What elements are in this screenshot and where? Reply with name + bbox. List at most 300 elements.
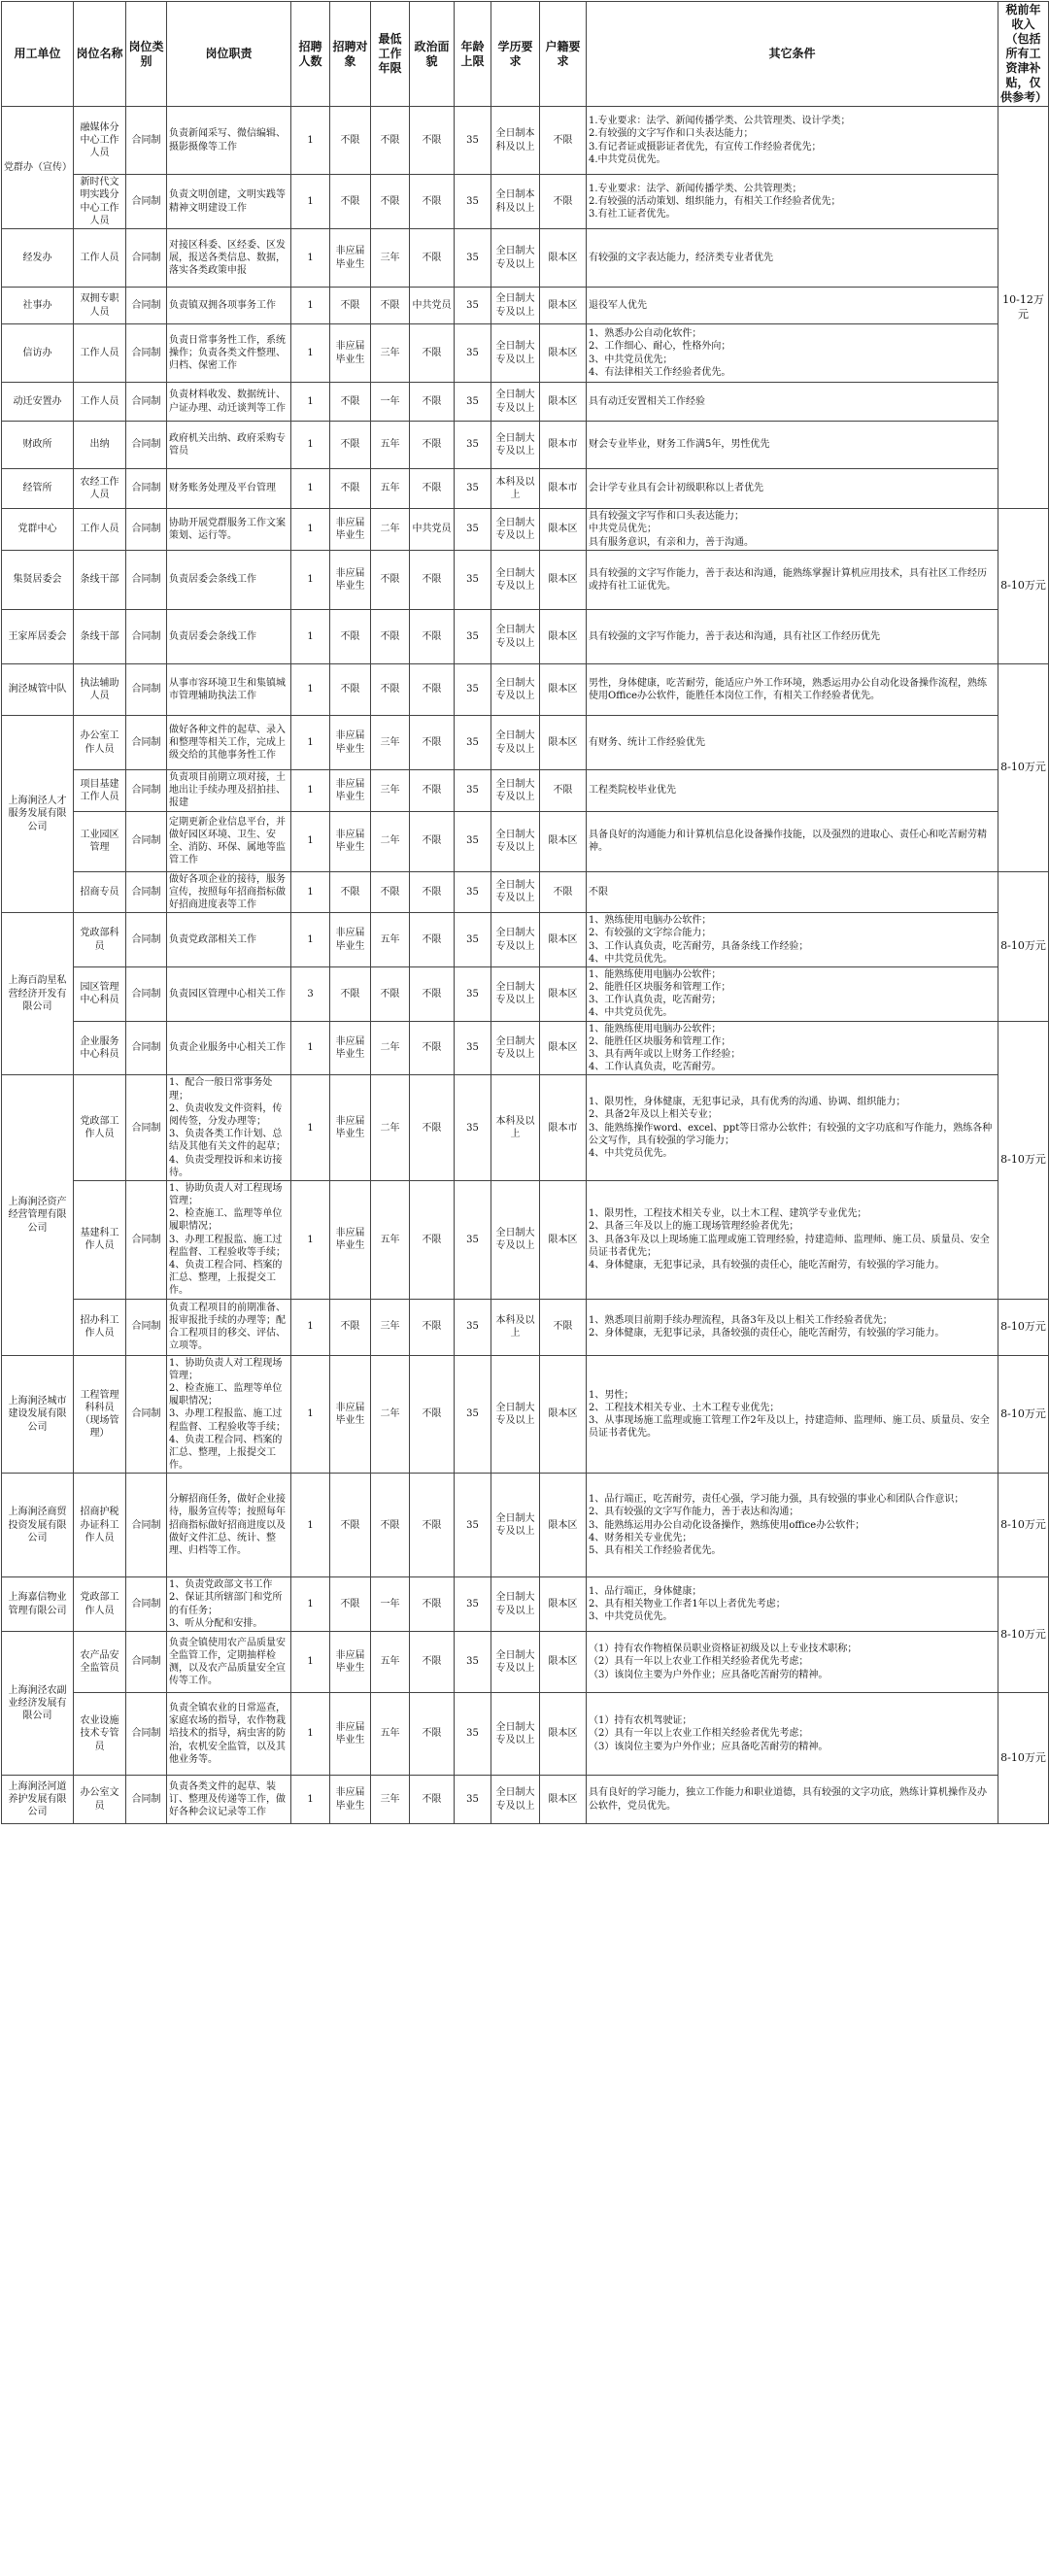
table-row (2, 1355, 1049, 1474)
position-type-cell: 合同制 (126, 1776, 167, 1824)
political-status-cell: 不限 (410, 422, 455, 469)
position-name-cell: 办公室文员 (74, 1776, 126, 1824)
target-cell: 不限 (330, 1577, 371, 1632)
other-conditions-cell: 男性，身体健康，吃苦耐劳，能适应户外工作环境，熟悉运用办公自动化设备操作流程，熟练使用Office办公软件，能胜任本岗位工作，有相关工作经验者优先。 (587, 664, 998, 716)
header-cell: 招聘人数 (291, 2, 330, 107)
table-row (2, 913, 1049, 967)
min-years-cell: 三年 (371, 770, 410, 812)
table-row (2, 1632, 1049, 1693)
education-cell: 全日制大专及以上 (491, 1021, 540, 1075)
other-conditions-cell: 有较强的文字表达能力，经济类专业者优先 (587, 229, 998, 288)
position-name-cell: 工作人员 (74, 509, 126, 551)
target-cell: 非应届毕业生 (330, 1776, 371, 1824)
headcount-cell: 1 (291, 1021, 330, 1075)
table-row (2, 1021, 1049, 1075)
position-name-cell: 项目基建工作人员 (74, 770, 126, 812)
position-type-cell: 合同制 (126, 551, 167, 610)
position-type-cell: 合同制 (126, 811, 167, 871)
other-conditions-cell: 1、熟悉项目前期手续办理流程，具备3年及以上相关工作经验者优先； 2、身体健康，无犯事记录，具备较强的责任心，能吃苦耐劳，有较强的学习能力。 (587, 1299, 998, 1355)
header-cell: 税前年收入（包括所有工资津补贴，仅供参考） (998, 2, 1049, 107)
header-row (2, 2, 1049, 107)
age-limit-cell: 35 (455, 383, 491, 422)
target-cell: 非应届毕业生 (330, 1021, 371, 1075)
headcount-cell: 1 (291, 871, 330, 913)
residency-cell: 限本区 (540, 324, 587, 383)
header-cell: 岗位职责 (167, 2, 291, 107)
min-years-cell: 一年 (371, 1577, 410, 1632)
duties-cell: 负责党政部相关工作 (167, 913, 291, 967)
duties-cell: 分解招商任务，做好企业接待，服务宣传等；按照每年招商指标做好招商进度以及做好文件汇总、统计、整理、归档等工作。 (167, 1474, 291, 1577)
age-limit-cell: 35 (455, 1075, 491, 1181)
political-status-cell: 不限 (410, 664, 455, 716)
headcount-cell: 1 (291, 610, 330, 664)
age-limit-cell: 35 (455, 1776, 491, 1824)
other-conditions-cell: 不限 (587, 871, 998, 913)
min-years-cell: 三年 (371, 324, 410, 383)
position-name-cell: 企业服务中心科员 (74, 1021, 126, 1075)
min-years-cell: 不限 (371, 664, 410, 716)
position-name-cell: 园区管理中心科员 (74, 966, 126, 1021)
position-name-cell: 招办科工作人员 (74, 1299, 126, 1355)
position-type-cell: 合同制 (126, 871, 167, 913)
unit-cell: 信访办 (2, 324, 74, 383)
age-limit-cell: 35 (455, 1021, 491, 1075)
position-name-cell: 办公室工作人员 (74, 716, 126, 770)
duties-cell: 1、协助负责人对工程现场管理； 2、检查施工、监理等单位履职情况； 3、办理工程报监、施工过程监督、工程验收等手续； 4、负责工程合同、档案的汇总、整理，上报提交工作。 (167, 1180, 291, 1299)
age-limit-cell: 35 (455, 324, 491, 383)
position-name-cell: 双拥专职人员 (74, 288, 126, 324)
table-row (2, 1577, 1049, 1632)
education-cell: 全日制本科及以上 (491, 107, 540, 175)
political-status-cell: 中共党员 (410, 509, 455, 551)
table-row (2, 1075, 1049, 1181)
unit-cell: 上海嘉信物业管理有限公司 (2, 1577, 74, 1632)
position-type-cell: 合同制 (126, 1577, 167, 1632)
duties-cell: 负责居委会条线工作 (167, 610, 291, 664)
political-status-cell: 不限 (410, 913, 455, 967)
table-row (2, 610, 1049, 664)
target-cell: 不限 (330, 664, 371, 716)
target-cell: 不限 (330, 383, 371, 422)
min-years-cell: 不限 (371, 107, 410, 175)
other-conditions-cell: 具有较强的文字写作能力，善于表达和沟通，具有社区工作经历优先 (587, 610, 998, 664)
table-row (2, 1299, 1049, 1355)
unit-cell: 经管所 (2, 469, 74, 509)
unit-cell: 社事办 (2, 288, 74, 324)
headcount-cell: 1 (291, 1577, 330, 1632)
position-name-cell: 党政部科员 (74, 913, 126, 967)
table-row (2, 229, 1049, 288)
political-status-cell: 不限 (410, 966, 455, 1021)
residency-cell: 不限 (540, 1299, 587, 1355)
min-years-cell: 五年 (371, 913, 410, 967)
position-name-cell: 农产品安全监管员 (74, 1632, 126, 1693)
residency-cell: 限本市 (540, 422, 587, 469)
other-conditions-cell: 具有动迁安置相关工作经验 (587, 383, 998, 422)
salary-cell: 8-10万元 (998, 871, 1049, 1021)
position-type-cell: 合同制 (126, 1474, 167, 1577)
education-cell: 本科及以上 (491, 1075, 540, 1181)
residency-cell: 不限 (540, 770, 587, 812)
residency-cell: 限本区 (540, 229, 587, 288)
target-cell: 非应届毕业生 (330, 913, 371, 967)
residency-cell: 限本区 (540, 1474, 587, 1577)
duties-cell: 政府机关出纳、政府采购专管员 (167, 422, 291, 469)
position-type-cell: 合同制 (126, 1693, 167, 1776)
residency-cell: 限本市 (540, 469, 587, 509)
age-limit-cell: 35 (455, 664, 491, 716)
duties-cell: 负责新闻采写、微信编辑、摄影摄像等工作 (167, 107, 291, 175)
political-status-cell: 不限 (410, 1474, 455, 1577)
residency-cell: 限本区 (540, 1577, 587, 1632)
other-conditions-cell: 1、限男性，工程技术相关专业，以土木工程、建筑学专业优先； 2、具备三年及以上的施工现场管理经验者优先； 3、具备3年及以上现场施工监理或施工管理经验，持建造师、监理师、施工员、质量员、安全员证书者优先； 4、身体健康，无犯事记录，具有较强的责任心，能吃苦耐劳，有较强的学习能力。 (587, 1180, 998, 1299)
other-conditions-cell: （1）持有农作物植保员职业资格证初级及以上专业技术职称； （2）具有一年以上农业工作相关经验者优先考虑； （3）该岗位主要为户外作业；应具备吃苦耐劳的精神。 (587, 1632, 998, 1693)
duties-cell: 做好各项企业的接待，服务宣传，按照每年招商指标做好招商进度表等工作 (167, 871, 291, 913)
min-years-cell: 不限 (371, 871, 410, 913)
table-row (2, 1693, 1049, 1776)
min-years-cell: 五年 (371, 1632, 410, 1693)
min-years-cell: 二年 (371, 1355, 410, 1474)
target-cell: 非应届毕业生 (330, 1632, 371, 1693)
position-type-cell: 合同制 (126, 509, 167, 551)
unit-cell: 上海涧泾资产经营管理有限公司 (2, 1075, 74, 1355)
other-conditions-cell: 1、限男性，身体健康，无犯事记录，具有优秀的沟通、协调、组织能力； 2、具备2年及以上相关专业； 3、能熟练操作word、excel、ppt等日常办公软件；有较强的文字功底和写作能力，熟练各种公文写作，具有较强的学习能力； 4、中共党员优先。 (587, 1075, 998, 1181)
headcount-cell: 1 (291, 913, 330, 967)
headcount-cell: 1 (291, 422, 330, 469)
salary-cell: 8-10万元 (998, 1474, 1049, 1577)
political-status-cell: 不限 (410, 1632, 455, 1693)
age-limit-cell: 35 (455, 1693, 491, 1776)
unit-cell: 上海百韵星私营经济开发有限公司 (2, 913, 74, 1075)
age-limit-cell: 35 (455, 175, 491, 229)
target-cell: 不限 (330, 1299, 371, 1355)
position-name-cell: 工程管理科科员（现场管理） (74, 1355, 126, 1474)
position-name-cell: 工业园区管理 (74, 811, 126, 871)
min-years-cell: 不限 (371, 610, 410, 664)
min-years-cell: 三年 (371, 1776, 410, 1824)
table-row (2, 551, 1049, 610)
unit-cell: 经发办 (2, 229, 74, 288)
table-row (2, 664, 1049, 716)
header-cell: 年龄上限 (455, 2, 491, 107)
headcount-cell: 1 (291, 664, 330, 716)
other-conditions-cell: 1、熟练使用电脑办公软件； 2、有较强的文字综合能力； 3、工作认真负责，吃苦耐劳，具备条线工作经验； 4、中共党员优先。 (587, 913, 998, 967)
headcount-cell: 1 (291, 1075, 330, 1181)
political-status-cell: 不限 (410, 1776, 455, 1824)
education-cell: 全日制大专及以上 (491, 383, 540, 422)
table-row (2, 324, 1049, 383)
headcount-cell: 1 (291, 551, 330, 610)
headcount-cell: 1 (291, 770, 330, 812)
target-cell: 非应届毕业生 (330, 1075, 371, 1181)
min-years-cell: 二年 (371, 509, 410, 551)
headcount-cell: 1 (291, 175, 330, 229)
duties-cell: 对接区科委、区经委、区发展，报送各类信息、数据，落实各类政策申报 (167, 229, 291, 288)
target-cell: 非应届毕业生 (330, 509, 371, 551)
table-row (2, 966, 1049, 1021)
headcount-cell: 1 (291, 1355, 330, 1474)
education-cell: 本科及以上 (491, 1299, 540, 1355)
education-cell: 全日制大专及以上 (491, 1355, 540, 1474)
position-name-cell: 基建科工作人员 (74, 1180, 126, 1299)
unit-cell: 上海涧泾人才服务发展有限公司 (2, 716, 74, 913)
min-years-cell: 五年 (371, 1693, 410, 1776)
position-type-cell: 合同制 (126, 469, 167, 509)
target-cell: 非应届毕业生 (330, 324, 371, 383)
position-type-cell: 合同制 (126, 175, 167, 229)
residency-cell: 限本区 (540, 966, 587, 1021)
other-conditions-cell: 1、熟悉办公自动化软件； 2、工作细心、耐心，性格外向； 3、中共党员优先； 4、有法律相关工作经验者优先。 (587, 324, 998, 383)
position-name-cell: 党政部工作人员 (74, 1075, 126, 1181)
headcount-cell: 1 (291, 229, 330, 288)
headcount-cell: 1 (291, 509, 330, 551)
header-cell: 政治面貌 (410, 2, 455, 107)
table-row (2, 1474, 1049, 1577)
target-cell: 非应届毕业生 (330, 1180, 371, 1299)
position-type-cell: 合同制 (126, 610, 167, 664)
headcount-cell: 3 (291, 966, 330, 1021)
table-row (2, 288, 1049, 324)
header-cell: 岗位类别 (126, 2, 167, 107)
target-cell: 不限 (330, 288, 371, 324)
unit-cell: 上海涧泾农副业经济发展有限公司 (2, 1632, 74, 1776)
target-cell: 不限 (330, 1474, 371, 1577)
position-name-cell: 新时代文明实践分中心工作人员 (74, 175, 126, 229)
salary-cell: 8-10万元 (998, 1299, 1049, 1355)
residency-cell: 限本区 (540, 1693, 587, 1776)
table-row (2, 811, 1049, 871)
unit-cell: 党群中心 (2, 509, 74, 551)
age-limit-cell: 35 (455, 716, 491, 770)
duties-cell: 负责镇双拥各项事务工作 (167, 288, 291, 324)
education-cell: 全日制大专及以上 (491, 716, 540, 770)
residency-cell: 限本区 (540, 913, 587, 967)
education-cell: 全日制大专及以上 (491, 1474, 540, 1577)
position-name-cell: 党政部工作人员 (74, 1577, 126, 1632)
political-status-cell: 不限 (410, 610, 455, 664)
age-limit-cell: 35 (455, 509, 491, 551)
education-cell: 全日制大专及以上 (491, 422, 540, 469)
position-type-cell: 合同制 (126, 1180, 167, 1299)
residency-cell: 限本区 (540, 1180, 587, 1299)
target-cell: 不限 (330, 966, 371, 1021)
other-conditions-cell: 1、品行端正，吃苦耐劳，责任心强，学习能力强，具有较强的事业心和团队合作意识； 2、具有较强的文字写作能力，善于表达和沟通； 3、能熟练运用办公自动化设备操作，熟练使用office办公软件； 4、财务相关专业优先； 5、具有相关工作经验者优先。 (587, 1474, 998, 1577)
min-years-cell: 一年 (371, 383, 410, 422)
target-cell: 不限 (330, 469, 371, 509)
position-name-cell: 出纳 (74, 422, 126, 469)
min-years-cell: 二年 (371, 1075, 410, 1181)
residency-cell: 不限 (540, 175, 587, 229)
table-row (2, 422, 1049, 469)
headcount-cell: 1 (291, 1632, 330, 1693)
education-cell: 全日制大专及以上 (491, 1632, 540, 1693)
unit-cell: 上海涧泾河道养护发展有限公司 (2, 1776, 74, 1824)
table-row (2, 1180, 1049, 1299)
other-conditions-cell: 1、能熟练使用电脑办公软件； 2、能胜任区块服务和管理工作； 3、工作认真负责，吃苦耐劳； 4、中共党员优先。 (587, 966, 998, 1021)
position-type-cell: 合同制 (126, 324, 167, 383)
duties-cell: 负责材料收发、数据统计、户证办理、动迁谈判等工作 (167, 383, 291, 422)
age-limit-cell: 35 (455, 422, 491, 469)
residency-cell: 限本区 (540, 383, 587, 422)
education-cell: 全日制大专及以上 (491, 229, 540, 288)
salary-cell: 8-10万元 (998, 509, 1049, 664)
position-type-cell: 合同制 (126, 770, 167, 812)
residency-cell: 限本区 (540, 664, 587, 716)
position-type-cell: 合同制 (126, 229, 167, 288)
residency-cell: 限本区 (540, 1355, 587, 1474)
residency-cell: 限本区 (540, 1776, 587, 1824)
residency-cell: 不限 (540, 871, 587, 913)
table-row (2, 509, 1049, 551)
other-conditions-cell: 具有较强文字写作和口头表达能力； 中共党员优先； 具有服务意识，有亲和力，善于沟通。 (587, 509, 998, 551)
age-limit-cell: 35 (455, 610, 491, 664)
other-conditions-cell: 有财务、统计工作经验优先 (587, 716, 998, 770)
salary-cell: 8-10万元 (998, 664, 1049, 872)
duties-cell: 负责企业服务中心相关工作 (167, 1021, 291, 1075)
age-limit-cell: 35 (455, 1355, 491, 1474)
age-limit-cell: 35 (455, 1474, 491, 1577)
other-conditions-cell: 1、男性； 2、工程技术相关专业、土木工程专业优先； 3、从事现场施工监理或施工管理工作2年及以上，持建造师、监理师、施工员、质量员、安全员证书者优先。 (587, 1355, 998, 1474)
education-cell: 本科及以上 (491, 469, 540, 509)
min-years-cell: 五年 (371, 1180, 410, 1299)
target-cell: 非应届毕业生 (330, 1693, 371, 1776)
other-conditions-cell: 工程类院校毕业优先 (587, 770, 998, 812)
position-name-cell: 工作人员 (74, 324, 126, 383)
position-type-cell: 合同制 (126, 1299, 167, 1355)
political-status-cell: 不限 (410, 551, 455, 610)
position-name-cell: 招商专员 (74, 871, 126, 913)
residency-cell: 限本区 (540, 551, 587, 610)
min-years-cell: 五年 (371, 469, 410, 509)
other-conditions-cell: 具有较强的文字写作能力，善于表达和沟通，能熟练掌握计算机应用技术，具有社区工作经历或持有社工证优先。 (587, 551, 998, 610)
duties-cell: 协助开展党群服务工作文案策划、运行等。 (167, 509, 291, 551)
residency-cell: 限本区 (540, 610, 587, 664)
unit-cell: 上海涧泾城市建设发展有限公司 (2, 1355, 74, 1474)
position-name-cell: 招商护税办证科工作人员 (74, 1474, 126, 1577)
other-conditions-cell: 会计学专业具有会计初级职称以上者优先 (587, 469, 998, 509)
table-row (2, 383, 1049, 422)
residency-cell: 限本区 (540, 1632, 587, 1693)
age-limit-cell: 35 (455, 551, 491, 610)
political-status-cell: 不限 (410, 770, 455, 812)
position-type-cell: 合同制 (126, 288, 167, 324)
residency-cell: 不限 (540, 107, 587, 175)
target-cell: 不限 (330, 107, 371, 175)
political-status-cell: 不限 (410, 1355, 455, 1474)
table-row (2, 871, 1049, 913)
position-type-cell: 合同制 (126, 107, 167, 175)
other-conditions-cell: 退役军人优先 (587, 288, 998, 324)
education-cell: 全日制大专及以上 (491, 770, 540, 812)
headcount-cell: 1 (291, 1776, 330, 1824)
table-row (2, 175, 1049, 229)
education-cell: 全日制大专及以上 (491, 551, 540, 610)
unit-cell: 王家厍居委会 (2, 610, 74, 664)
salary-cell: 10-12万元 (998, 107, 1049, 509)
age-limit-cell: 35 (455, 1577, 491, 1632)
position-name-cell: 融媒体分中心工作人员 (74, 107, 126, 175)
age-limit-cell: 35 (455, 1299, 491, 1355)
education-cell: 全日制大专及以上 (491, 1693, 540, 1776)
header-cell: 学历要求 (491, 2, 540, 107)
min-years-cell: 三年 (371, 229, 410, 288)
age-limit-cell: 35 (455, 913, 491, 967)
table-row (2, 469, 1049, 509)
target-cell: 非应届毕业生 (330, 770, 371, 812)
min-years-cell: 不限 (371, 966, 410, 1021)
header-cell: 用工单位 (2, 2, 74, 107)
other-conditions-cell: 1、能熟练使用电脑办公软件； 2、能胜任区块服务和管理工作； 3、具有两年或以上财务工作经验； 4、工作认真负责，吃苦耐劳。 (587, 1021, 998, 1075)
position-type-cell: 合同制 (126, 422, 167, 469)
political-status-cell: 不限 (410, 1180, 455, 1299)
target-cell: 非应届毕业生 (330, 551, 371, 610)
age-limit-cell: 35 (455, 966, 491, 1021)
political-status-cell: 不限 (410, 324, 455, 383)
position-name-cell: 农经工作人员 (74, 469, 126, 509)
education-cell: 全日制大专及以上 (491, 610, 540, 664)
political-status-cell: 不限 (410, 175, 455, 229)
table-row (2, 1776, 1049, 1824)
min-years-cell: 不限 (371, 551, 410, 610)
position-type-cell: 合同制 (126, 664, 167, 716)
duties-cell: 负责全镇使用农产品质量安全监管工作，定期抽样检测，以及农产品质量安全宣传等工作。 (167, 1632, 291, 1693)
political-status-cell: 中共党员 (410, 288, 455, 324)
headcount-cell: 1 (291, 1299, 330, 1355)
political-status-cell: 不限 (410, 811, 455, 871)
education-cell: 全日制大专及以上 (491, 1776, 540, 1824)
header-cell: 招聘对象 (330, 2, 371, 107)
education-cell: 全日制大专及以上 (491, 811, 540, 871)
position-type-cell: 合同制 (126, 913, 167, 967)
age-limit-cell: 35 (455, 107, 491, 175)
duties-cell: 1、配合一般日常事务处理； 2、负责收发文件资料，传阅传签，分发办理等； 3、负责各类工作计划、总结及其他有关文件的起草； 4、负责受理投诉和来访接待。 (167, 1075, 291, 1181)
target-cell: 不限 (330, 610, 371, 664)
age-limit-cell: 35 (455, 229, 491, 288)
min-years-cell: 三年 (371, 716, 410, 770)
age-limit-cell: 35 (455, 1180, 491, 1299)
header-cell: 户籍要求 (540, 2, 587, 107)
position-name-cell: 农业设施技术专管员 (74, 1693, 126, 1776)
salary-cell: 8-10万元 (998, 1021, 1049, 1299)
headcount-cell: 1 (291, 811, 330, 871)
header-cell: 最低工作年限 (371, 2, 410, 107)
target-cell: 非应届毕业生 (330, 811, 371, 871)
political-status-cell: 不限 (410, 1075, 455, 1181)
headcount-cell: 1 (291, 1693, 330, 1776)
headcount-cell: 1 (291, 288, 330, 324)
education-cell: 全日制大专及以上 (491, 288, 540, 324)
headcount-cell: 1 (291, 107, 330, 175)
headcount-cell: 1 (291, 716, 330, 770)
duties-cell: 负责工程项目的前期准备、报审报批手续的办理等；配合工程项目的移交、评估、立项等。 (167, 1299, 291, 1355)
position-type-cell: 合同制 (126, 1355, 167, 1474)
headcount-cell: 1 (291, 469, 330, 509)
age-limit-cell: 35 (455, 1632, 491, 1693)
duties-cell: 负责文明创建，文明实践等精神文明建设工作 (167, 175, 291, 229)
target-cell: 不限 (330, 422, 371, 469)
unit-cell: 上海涧泾商贸投资发展有限公司 (2, 1474, 74, 1577)
education-cell: 全日制大专及以上 (491, 324, 540, 383)
table-row (2, 770, 1049, 812)
residency-cell: 限本区 (540, 811, 587, 871)
education-cell: 全日制大专及以上 (491, 913, 540, 967)
header-cell: 岗位名称 (74, 2, 126, 107)
duties-cell: 负责全镇农业的日常巡查，家庭农场的指导，农作物栽培技术的指导，病虫害的防治，农机安全监管，以及其他业务等。 (167, 1693, 291, 1776)
residency-cell: 限本区 (540, 288, 587, 324)
political-status-cell: 不限 (410, 716, 455, 770)
unit-cell: 动迁安置办 (2, 383, 74, 422)
duties-cell: 负责园区管理中心相关工作 (167, 966, 291, 1021)
